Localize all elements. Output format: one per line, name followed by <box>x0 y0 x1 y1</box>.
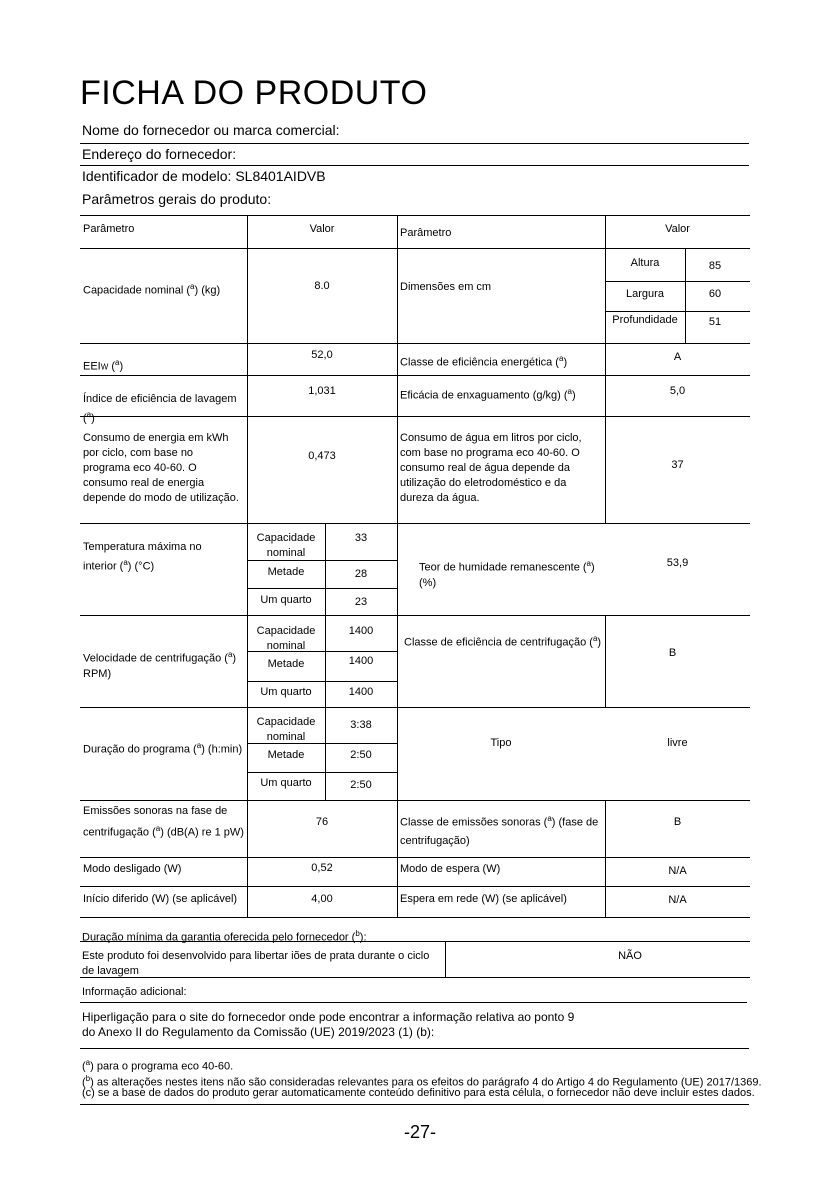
supplier-name-label: Nome do fornecedor ou marca comercial: <box>82 122 340 138</box>
duration-rated-label: Capacidade nominal <box>256 716 316 743</box>
water-consumption-value: 37 <box>671 459 684 471</box>
duration-quarter-value: 2:50 <box>350 779 372 791</box>
delay-start-label: Início diferido (W) (se aplicável) <box>83 893 238 905</box>
type-value: livre <box>667 737 688 749</box>
noise-class-label: Classe de emissões sonoras ($^a$) (fase de centrifugação) <box>400 814 599 847</box>
duration-half-value: 2:50 <box>350 749 372 761</box>
type-label: Tipo <box>490 737 512 749</box>
standby-mode-label: Modo de espera (W) <box>400 863 501 875</box>
off-mode-value: 0,52 <box>311 862 333 874</box>
dim-height-value: 85 <box>708 260 722 272</box>
spin-class-value: B <box>668 647 677 659</box>
energy-class-value: A <box>673 351 682 363</box>
page-number: -27- <box>403 1122 436 1142</box>
model-identifier: Identificador de modelo: SL8401AIDVB <box>82 168 326 184</box>
temp-half-label: Metade <box>267 566 305 578</box>
wash-index-value: 1,031 <box>308 385 336 397</box>
program-duration-label: Duração do programa ($^a$) (h:min) <box>83 741 243 756</box>
dim-depth-label: Profundidade <box>612 314 678 326</box>
supplier-address-label: Endereço do fornecedor: <box>82 146 237 162</box>
additional-info-label: Informação adicional: <box>82 986 187 998</box>
capacity-value: 8.0 <box>314 280 330 292</box>
spin-rated-value: 1400 <box>348 625 374 637</box>
eeiw-value: 52,0 <box>311 349 333 361</box>
spin-quarter-label: Um quarto <box>260 686 312 698</box>
noise-emissions-label: Emissões sonoras na fase de centrifugação ($^a$) (dB(A) re 1 pW) <box>83 805 244 839</box>
header-value-2: Valor <box>665 223 690 235</box>
divider <box>80 1048 749 1049</box>
temp-quarter-label: Um quarto <box>260 594 312 606</box>
capacity-label: Capacidade nominal ($^a$) (kg) <box>83 282 221 297</box>
footnote-c: (c) se a base de dados do produto gerar automaticamente conteúdo definitivo para esta célula, o fornecedor não deve incluir estes dados. <box>82 1087 755 1099</box>
dim-depth-value: 51 <box>708 316 722 328</box>
max-temperature-label: Temperatura máxima no interior ($^a$) (°C) <box>83 541 202 573</box>
silver-ions-label: Este produto foi desenvolvido para libertar iões de prata durante o ciclo de lavagem <box>82 950 430 977</box>
energy-class-label: Classe de eficiência energética ($^a$) <box>400 354 568 369</box>
dimensions-label: Dimensões em cm <box>400 281 492 293</box>
rinse-label: Eficácia de enxaguamento (g/kg) ($^a$) <box>400 387 576 402</box>
footnote-a: ($^a$) para o programa eco 40-60. <box>82 1058 234 1073</box>
moisture-label: Teor de humidade remanescente ($^a$) (%) <box>419 559 595 589</box>
page-title: FICHA DO PRODUTO <box>80 74 428 112</box>
wash-index-label: Índice de eficiência de lavagem ($^a$) <box>83 393 237 425</box>
temp-rated-value: 33 <box>354 532 368 544</box>
noise-emissions-value: 76 <box>315 816 329 828</box>
delay-start-value: 4,00 <box>311 893 333 905</box>
divider <box>80 1002 747 1003</box>
header-parameter-2: Parâmetro <box>400 227 452 239</box>
noise-class-value: B <box>673 816 682 828</box>
standby-mode-value: N/A <box>668 865 687 877</box>
divider <box>80 165 749 166</box>
product-parameters-table <box>80 215 750 918</box>
rinse-value: 5,0 <box>669 385 686 397</box>
header-parameter: Parâmetro <box>83 223 135 235</box>
divider <box>80 977 750 978</box>
spin-class-label: Classe de eficiência de centrifugação ($^a$) <box>404 634 602 649</box>
dim-width-value: 60 <box>708 288 722 300</box>
eeiw-label: EEIW ($^a$) <box>83 358 124 373</box>
network-standby-value: N/A <box>668 894 687 906</box>
temp-rated-label: Capacidade nominal <box>256 532 316 559</box>
energy-consumption-label: Consumo de energia em kWh por ciclo, com base no programa eco 40-60. O consumo real de energia depende do modo de utilização. <box>83 432 239 504</box>
supplier-link-text: Hiperligação para o site do fornecedor onde pode encontrar a informação relativa ao ponto 9 do Anexo II do Regulamento da Comissão (UE) 2019/2023 (1) (b): <box>82 1010 575 1039</box>
spin-rated-label: Capacidade nominal <box>256 625 316 652</box>
spin-half-value: 1400 <box>348 655 374 667</box>
water-consumption-label: Consumo de água em litros por ciclo, com base no programa eco 40-60. O consumo real de água depende da utilização do eletrodoméstico e da dureza da água. <box>400 432 582 504</box>
network-standby-label: Espera em rede (W) (se aplicável) <box>400 893 567 905</box>
spin-half-label: Metade <box>267 658 305 670</box>
header-value: Valor <box>309 223 335 235</box>
duration-half-label: Metade <box>267 749 305 761</box>
energy-consumption-value: 0,473 <box>308 450 336 462</box>
warranty-label: Duração mínima da garantia oferecida pelo fornecedor ($^b$): <box>82 929 367 944</box>
footnote-b: ($^b$) as alterações nestes itens não são consideradas relevantes para os efeitos do parágrafo 4 do Artigo 4 do Regulamento (UE) 2017/1369. <box>82 1074 762 1089</box>
general-parameters-heading: Parâmetros gerais do produto: <box>82 191 272 207</box>
divider <box>80 143 749 144</box>
divider <box>80 941 750 942</box>
duration-quarter-label: Um quarto <box>260 777 312 789</box>
spin-speed-label: Velocidade de centrifugação ($^a$) RPM) <box>83 650 237 680</box>
temp-half-value: 28 <box>354 568 368 580</box>
silver-ions-value: NÃO <box>618 950 642 962</box>
moisture-value: 53,9 <box>666 557 689 569</box>
off-mode-label: Modo desligado (W) <box>83 863 182 875</box>
temp-quarter-value: 23 <box>354 596 368 608</box>
dim-height-label: Altura <box>630 257 660 269</box>
divider <box>80 1104 749 1105</box>
duration-rated-value: 3:38 <box>350 719 372 731</box>
dim-width-label: Largura <box>626 288 664 300</box>
spin-quarter-value: 1400 <box>348 686 374 698</box>
